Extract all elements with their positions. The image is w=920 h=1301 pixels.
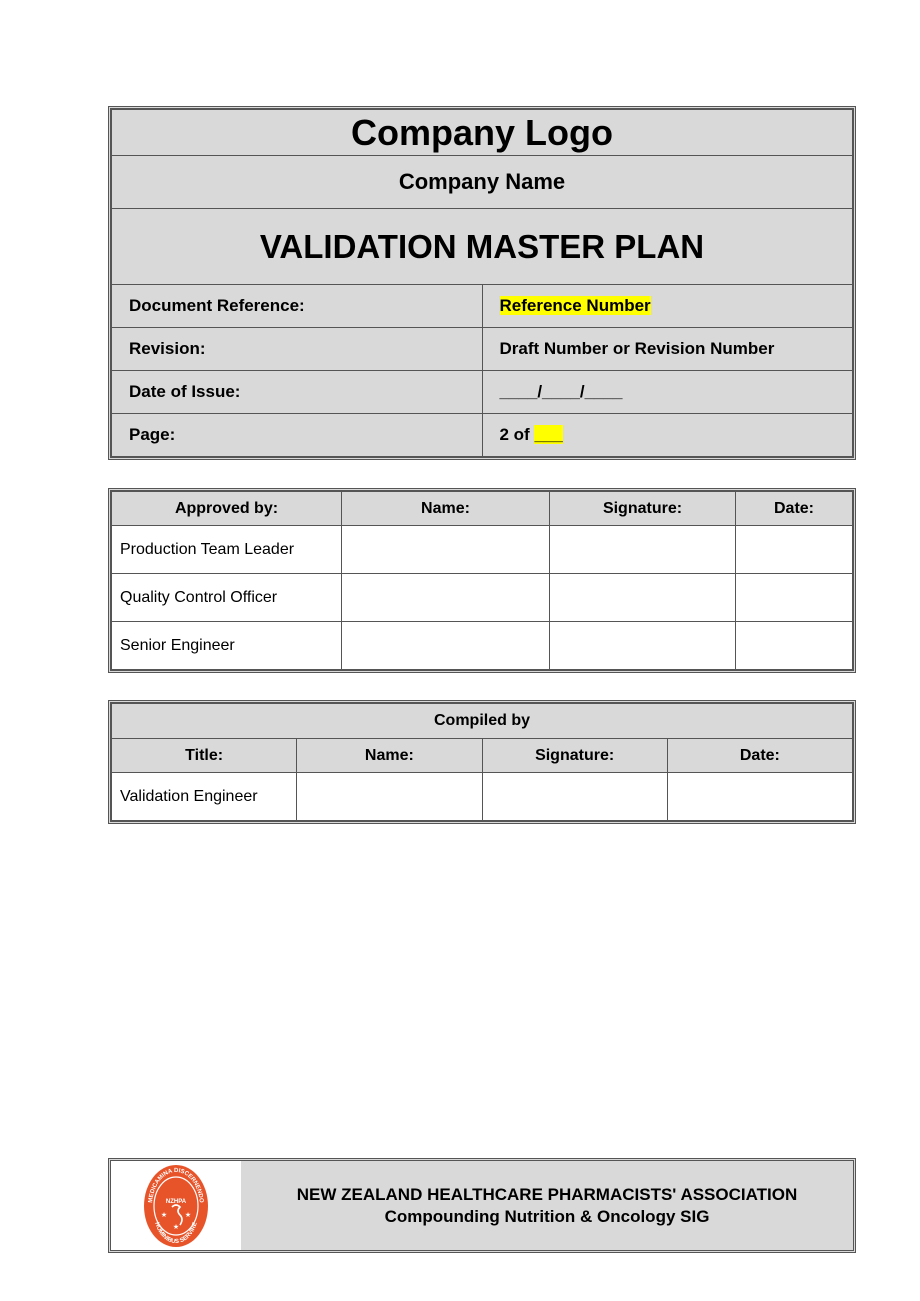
date-cell[interactable] — [736, 622, 853, 670]
association-sig: Compounding Nutrition & Oncology SIG — [384, 1206, 710, 1226]
approvals-table — [108, 488, 856, 673]
date-of-issue-label: Date of Issue: — [112, 371, 483, 414]
compiler-title: Validation Engineer — [112, 773, 297, 821]
company-name: Company Name — [112, 156, 853, 209]
date-cell[interactable] — [736, 574, 853, 622]
seal-icon — [142, 1163, 210, 1249]
name-cell[interactable] — [342, 526, 550, 574]
seal-text-top: MEDICAMINA DISCERNENDO — [148, 1167, 204, 1203]
footer — [108, 1158, 856, 1253]
page-value — [482, 414, 853, 457]
date-header: Date: — [736, 492, 853, 526]
compiled-by-title: Compiled by — [112, 704, 853, 739]
date-cell[interactable] — [667, 773, 852, 821]
doc-reference-value — [482, 285, 853, 328]
name-header: Name: — [297, 739, 482, 773]
name-cell[interactable] — [342, 622, 550, 670]
doc-reference-highlight: Reference Number — [499, 296, 651, 315]
table-row — [112, 773, 853, 821]
signature-cell[interactable] — [550, 622, 736, 670]
doc-reference-label: Document Reference: — [112, 285, 483, 328]
name-header: Name: — [342, 492, 550, 526]
signature-cell[interactable] — [482, 773, 667, 821]
document-header — [108, 106, 856, 460]
seal-text-bottom: HOMINIBUS SERVIRE — [153, 1221, 199, 1245]
approver-role: Production Team Leader — [112, 526, 342, 574]
nzhpa-seal-logo — [111, 1161, 241, 1250]
title-header: Title: — [112, 739, 297, 773]
svg-text:★: ★ — [184, 1211, 192, 1219]
signature-header: Signature: — [482, 739, 667, 773]
association-name: NEW ZEALAND HEALTHCARE PHARMACISTS' ASSOCIATION — [296, 1184, 798, 1204]
date-cell[interactable] — [736, 526, 853, 574]
table-row — [112, 574, 853, 622]
approver-role: Quality Control Officer — [112, 574, 342, 622]
svg-text:★: ★ — [172, 1223, 180, 1231]
revision-label: Revision: — [112, 328, 483, 371]
page-total-blank: ___ — [534, 425, 563, 444]
seal-center-text: NZHPA — [165, 1198, 187, 1205]
date-header: Date: — [667, 739, 852, 773]
approved-by-header: Approved by: — [112, 492, 342, 526]
signature-header: Signature: — [550, 492, 736, 526]
approver-role: Senior Engineer — [112, 622, 342, 670]
signature-cell[interactable] — [550, 574, 736, 622]
svg-text:★: ★ — [160, 1211, 168, 1219]
page-value-prefix: 2 of — [499, 425, 535, 444]
signature-cell[interactable] — [550, 526, 736, 574]
compiled-by-table — [108, 700, 856, 824]
document-title: VALIDATION MASTER PLAN — [112, 209, 853, 285]
page-label: Page: — [112, 414, 483, 457]
name-cell[interactable] — [297, 773, 482, 821]
date-of-issue-value: ____/____/____ — [482, 371, 853, 414]
name-cell[interactable] — [342, 574, 550, 622]
revision-value: Draft Number or Revision Number — [482, 328, 853, 371]
table-row — [112, 622, 853, 670]
table-row — [112, 526, 853, 574]
company-logo-placeholder: Company Logo — [112, 110, 853, 156]
